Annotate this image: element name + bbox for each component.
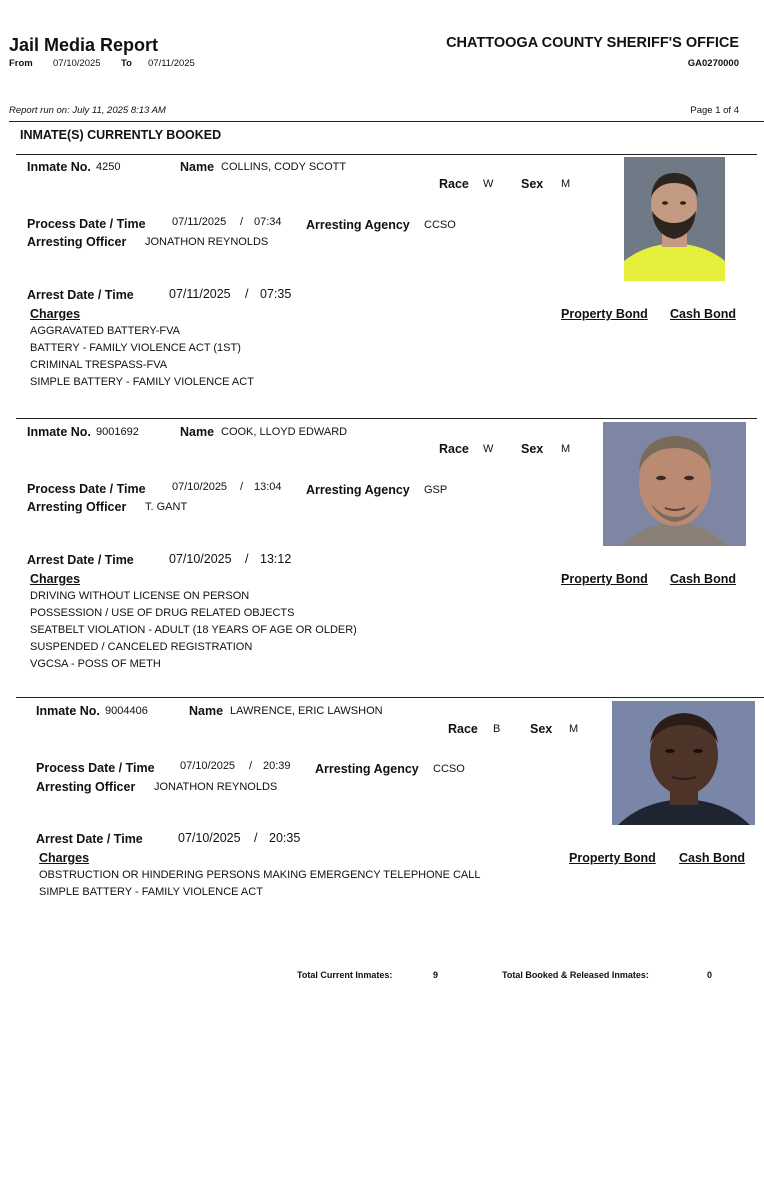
- total-current-value: 9: [433, 970, 439, 980]
- property-bond-heading: Property Bond: [561, 307, 648, 321]
- charge-item: OBSTRUCTION OR HINDERING PERSONS MAKING EMERGENCY TELEPHONE CALL: [39, 869, 481, 881]
- agency-value: CCSO: [433, 763, 465, 775]
- race-value: W: [483, 443, 494, 455]
- process-time: 20:39: [263, 760, 291, 772]
- arrest-time: 20:35: [269, 831, 301, 845]
- sex-label: Sex: [521, 442, 544, 456]
- process-time: 07:34: [254, 216, 282, 228]
- arrest-label: Arrest Date / Time: [36, 832, 143, 846]
- slash: /: [240, 481, 244, 493]
- office-name: CHATTOOGA COUNTY SHERIFF'S OFFICE: [446, 35, 739, 51]
- process-date: 07/10/2025: [172, 481, 228, 493]
- section-title: INMATE(S) CURRENTLY BOOKED: [20, 128, 222, 142]
- name-label: Name: [180, 425, 215, 439]
- mugshot-photo: [624, 157, 725, 281]
- agency-label: Arresting Agency: [306, 483, 410, 497]
- agency-label: Arresting Agency: [315, 762, 419, 776]
- report-title: Jail Media Report: [9, 35, 159, 55]
- slash: /: [240, 216, 244, 228]
- process-label: Process Date / Time: [27, 482, 146, 496]
- from-label: From: [9, 58, 33, 69]
- agency-label: Arresting Agency: [306, 218, 410, 232]
- mugshot-photo: [603, 422, 746, 546]
- charges-heading: Charges: [30, 307, 81, 321]
- report-run-on: Report run on: July 11, 2025 8:13 AM: [9, 105, 166, 116]
- inmate-name: COLLINS, CODY SCOTT: [221, 161, 347, 173]
- race-label: Race: [448, 722, 478, 736]
- charges-heading: Charges: [39, 851, 90, 865]
- officer-value: JONATHON REYNOLDS: [154, 781, 278, 793]
- process-date: 07/11/2025: [172, 216, 227, 228]
- agency-value: CCSO: [424, 219, 456, 231]
- name-label: Name: [189, 704, 224, 718]
- slash: /: [245, 287, 249, 301]
- charge-item: DRIVING WITHOUT LICENSE ON PERSON: [30, 590, 250, 602]
- sex-label: Sex: [521, 177, 544, 191]
- cash-bond-heading: Cash Bond: [670, 572, 736, 586]
- officer-value: JONATHON REYNOLDS: [145, 236, 269, 248]
- mugshot-photo: [612, 701, 755, 825]
- process-time: 13:04: [254, 481, 282, 493]
- arrest-time: 13:12: [260, 552, 292, 566]
- officer-label: Arresting Officer: [27, 500, 127, 514]
- race-value: W: [483, 178, 494, 190]
- from-date: 07/10/2025: [53, 58, 101, 69]
- charge-item: SEATBELT VIOLATION - ADULT (18 YEARS OF AGE OR OLDER): [30, 624, 357, 636]
- officer-label: Arresting Officer: [36, 780, 136, 794]
- arrest-date: 07/11/2025: [169, 287, 231, 301]
- to-label: To: [121, 58, 132, 69]
- inmate-no-label: Inmate No.: [36, 704, 100, 718]
- charge-item: POSSESSION / USE OF DRUG RELATED OBJECTS: [30, 607, 295, 619]
- ori-code: GA0270000: [687, 58, 739, 69]
- charge-item: BATTERY - FAMILY VIOLENCE ACT (1ST): [30, 342, 241, 354]
- record-divider: [16, 418, 757, 419]
- inmate-no: 9001692: [96, 426, 139, 438]
- charge-item: SIMPLE BATTERY - FAMILY VIOLENCE ACT: [30, 376, 254, 388]
- property-bond-heading: Property Bond: [569, 851, 656, 865]
- total-released-value: 0: [707, 970, 713, 980]
- arrest-label: Arrest Date / Time: [27, 553, 134, 567]
- inmate-no: 4250: [96, 161, 121, 173]
- charge-item: SUSPENDED / CANCELED REGISTRATION: [30, 641, 253, 653]
- race-label: Race: [439, 177, 469, 191]
- officer-label: Arresting Officer: [27, 235, 127, 249]
- charge-item: CRIMINAL TRESPASS-FVA: [30, 359, 168, 371]
- cash-bond-heading: Cash Bond: [679, 851, 745, 865]
- inmate-no-label: Inmate No.: [27, 425, 91, 439]
- section-rule: [16, 154, 757, 155]
- process-date: 07/10/2025: [180, 760, 236, 772]
- record-divider: [16, 697, 764, 698]
- officer-value: T. GANT: [145, 501, 188, 513]
- charge-item: AGGRAVATED BATTERY-FVA: [30, 325, 180, 337]
- total-current-label: Total Current Inmates:: [297, 970, 393, 980]
- process-label: Process Date / Time: [36, 761, 155, 775]
- charges-heading: Charges: [30, 572, 81, 586]
- page-number: Page 1 of 4: [690, 105, 739, 116]
- sex-value: M: [561, 178, 571, 190]
- cash-bond-heading: Cash Bond: [670, 307, 736, 321]
- race-label: Race: [439, 442, 469, 456]
- charge-item: VGCSA - POSS OF METH: [30, 658, 161, 670]
- race-value: B: [493, 723, 501, 735]
- sex-label: Sex: [530, 722, 553, 736]
- agency-value: GSP: [424, 484, 448, 496]
- total-released-label: Total Booked & Released Inmates:: [502, 970, 649, 980]
- slash: /: [245, 552, 249, 566]
- property-bond-heading: Property Bond: [561, 572, 648, 586]
- process-label: Process Date / Time: [27, 217, 146, 231]
- sex-value: M: [561, 443, 571, 455]
- charge-item: SIMPLE BATTERY - FAMILY VIOLENCE ACT: [39, 886, 263, 898]
- inmate-no: 9004406: [105, 705, 148, 717]
- slash: /: [249, 760, 253, 772]
- arrest-date: 07/10/2025: [169, 552, 232, 566]
- slash: /: [254, 831, 258, 845]
- sex-value: M: [569, 723, 579, 735]
- arrest-date: 07/10/2025: [178, 831, 241, 845]
- inmate-no-label: Inmate No.: [27, 160, 91, 174]
- inmate-name: LAWRENCE, ERIC LAWSHON: [230, 705, 383, 717]
- name-label: Name: [180, 160, 215, 174]
- header-rule: [9, 121, 764, 122]
- arrest-label: Arrest Date / Time: [27, 288, 134, 302]
- arrest-time: 07:35: [260, 287, 292, 301]
- to-date: 07/11/2025: [148, 58, 195, 69]
- inmate-name: COOK, LLOYD EDWARD: [221, 426, 348, 438]
